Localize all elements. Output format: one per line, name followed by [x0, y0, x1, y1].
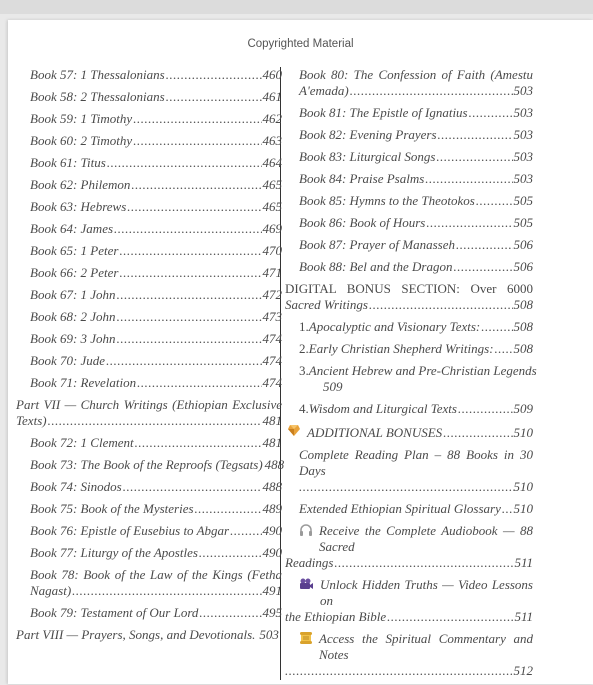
- toc-entry-title: Book 76: Epistle of Eusebius to Abgar: [30, 523, 230, 538]
- toc-leader-dots: [119, 243, 261, 259]
- toc-entry[interactable]: [299, 105, 533, 121]
- toc-entry[interactable]: [30, 479, 282, 495]
- toc-entry-title: Part VIII — Prayers, Songs, and Devotionals.: [16, 627, 256, 642]
- toc-glossary[interactable]: [285, 501, 533, 517]
- toc-leader-dots: [458, 401, 513, 417]
- toc-entry-title: Book 60: 2 Timothy: [30, 133, 133, 148]
- toc-page-number: 509: [513, 401, 533, 416]
- toc-digital-bonus-line1: DIGITAL BONUS SECTION: Over 6000: [285, 281, 533, 296]
- toc-page-number: 511: [514, 555, 533, 570]
- toc-entry[interactable]: [30, 133, 282, 149]
- toc-page-number: 462: [262, 111, 282, 126]
- toc-page-number: 503: [513, 149, 533, 164]
- toc-entry-title: Book 73: The Book of the Reproofs (Tegsats): [30, 457, 263, 472]
- toc-entry[interactable]: [30, 523, 282, 539]
- toc-entry-title: Book 69: 3 John: [30, 331, 116, 346]
- toc-audiobook-line1: Receive the Complete Audiobook — 88 Sacred: [319, 523, 533, 554]
- toc-page-number: 488: [264, 457, 285, 472]
- toc-page-number: 506: [513, 259, 533, 274]
- toc-item-3-line1: Ancient Hebrew and Pre-Christian Legends: [308, 363, 537, 378]
- toc-leader-dots: [107, 155, 262, 171]
- toc-page-number: 503: [513, 105, 533, 120]
- toc-leader-dots: [117, 331, 262, 347]
- toc-entry[interactable]: [30, 353, 282, 369]
- toc-entry-title: Book 68: 2 John: [30, 309, 116, 324]
- toc-digital-bonus-line2: Sacred Writings: [285, 297, 368, 312]
- toc-page-number: 461: [262, 89, 282, 104]
- toc-entry[interactable]: [299, 341, 533, 357]
- toc-entry-title: Book 70: Jude: [30, 353, 106, 368]
- toc-item-number: 4.: [299, 401, 309, 416]
- toc-page-number: 470: [262, 243, 282, 258]
- toc-page-number: 512: [513, 663, 533, 678]
- toc-entry-title: Book 81: The Epistle of Ignatius: [299, 105, 468, 120]
- toc-leader-dots: [127, 199, 261, 215]
- toc-entry[interactable]: [30, 199, 282, 215]
- toc-page-number: 495: [262, 605, 282, 620]
- toc-entry-title: Book 62: Philemon: [30, 177, 131, 192]
- toc-leader-dots: [476, 193, 513, 209]
- toc-entry[interactable]: [30, 111, 282, 127]
- toc-leader-dots: [481, 319, 512, 335]
- toc-entry-title: Book 87: Prayer of Manasseh: [299, 237, 455, 252]
- toc-video-line1: Unlock Hidden Truths — Video Lessons on: [320, 577, 533, 608]
- toc-entry-title: Book 67: 1 John: [30, 287, 116, 302]
- toc-part-viii[interactable]: [16, 627, 282, 643]
- toc-leader-dots: [133, 111, 261, 127]
- toc-entry-title: Book 85: Hymns to the Theotokos: [299, 193, 475, 208]
- toc-page-number: 505: [513, 193, 533, 208]
- toc-page-number: 490: [262, 523, 282, 538]
- toc-page-number: 506: [513, 237, 533, 252]
- toc-leader-dots: [438, 127, 513, 143]
- toc-entry-title: Wisdom and Liturgical Texts: [308, 401, 457, 416]
- toc-page-number: 481: [262, 435, 282, 450]
- toc-page-number: 509: [323, 379, 343, 394]
- toc-leader-dots: [199, 545, 262, 561]
- toc-entry-title: Book 65: 1 Peter: [30, 243, 119, 258]
- toc-entry[interactable]: [299, 127, 533, 143]
- toc-leader-dots: [106, 353, 261, 369]
- copyright-notice: Copyrighted Material: [247, 38, 354, 50]
- toc-book-79[interactable]: [30, 605, 282, 621]
- toc-leader-dots: [199, 605, 261, 621]
- toc-page-number: 465: [262, 177, 282, 192]
- toc-leader-dots: [117, 309, 262, 325]
- toc-leader-dots: [502, 501, 513, 517]
- toc-part-vii[interactable]: [16, 397, 282, 429]
- toc-entry-title: Book 75: Book of the Mysteries: [30, 501, 194, 516]
- toc-entry[interactable]: [30, 265, 282, 281]
- toc-page-number: 472: [262, 287, 282, 302]
- toc-entry-title: Book 79: Testament of Our Lord: [30, 605, 199, 620]
- toc-page-number: 471: [262, 265, 282, 280]
- toc-leader-dots: [131, 177, 261, 193]
- toc-page-number: 474: [262, 331, 282, 346]
- toc-left-column: [16, 67, 285, 649]
- toc-leader-dots: [436, 149, 512, 165]
- toc-page-number: 464: [262, 155, 282, 170]
- toc-book-78-line1: Book 78: Book of the Law of the Kings (Fetha: [30, 567, 282, 582]
- toc-leader-dots: [195, 501, 262, 517]
- toc-leader-dots: [230, 523, 261, 539]
- toc-page-number: 510: [513, 425, 533, 440]
- toc-leader-dots: [334, 555, 513, 571]
- book-page: [8, 20, 593, 684]
- toc-book-78[interactable]: [30, 567, 282, 599]
- toc-page-number: 505: [513, 215, 533, 230]
- toc-video-lessons[interactable]: [285, 577, 533, 625]
- toc-entry-title: Book 61: Titus: [30, 155, 106, 170]
- toc-entry-title: Book 58: 2 Thessalonians: [30, 89, 165, 104]
- toc-right-column: [285, 67, 537, 685]
- toc-item-number: 2.: [299, 341, 309, 356]
- toc-item-number: 1.: [299, 319, 309, 334]
- toc-page-number: 510: [513, 501, 533, 516]
- toc-entry-title: Book 66: 2 Peter: [30, 265, 119, 280]
- viewer-top-strip: [0, 0, 593, 14]
- toc-page-number: 508: [513, 319, 533, 334]
- toc-page-number: 503: [513, 83, 533, 98]
- toc-leader-dots: [135, 435, 262, 451]
- toc-part-vii-line1: Part VII — Church Writings (Ethiopian Exclusive: [16, 397, 282, 412]
- scroll-icon: [299, 631, 313, 663]
- toc-leader-dots: [426, 215, 512, 231]
- toc-entry-title: Book 77: Liturgy of the Apostles: [30, 545, 198, 560]
- toc-page-number: 469: [262, 221, 282, 236]
- toc-page-number: 460: [262, 67, 282, 82]
- toc-leader-dots: [456, 237, 513, 253]
- toc-leader-dots: [123, 479, 262, 495]
- toc-reading-plan[interactable]: [285, 447, 533, 495]
- toc-part-vii-line2: Texts): [16, 413, 47, 428]
- toc-book-80-line2: A'emada): [299, 83, 349, 98]
- toc-commentary[interactable]: [285, 631, 533, 679]
- toc-audiobook-line2: Readings: [285, 555, 334, 570]
- toc-page-number: 481: [262, 413, 282, 428]
- toc-book-78-line2: Nagast): [30, 583, 72, 598]
- toc-book-80-line1: Book 80: The Confession of Faith (Amestu: [299, 67, 533, 82]
- toc-digital-bonus[interactable]: [285, 281, 533, 313]
- toc-leader-dots: [166, 89, 262, 105]
- toc-video-line2: the Ethiopian Bible: [285, 609, 387, 624]
- toc-entry-title: Extended Ethiopian Spiritual Glossary: [299, 501, 501, 516]
- toc-leader-dots: [299, 479, 514, 495]
- toc-page-number: 489: [262, 501, 282, 516]
- toc-leader-dots: [48, 413, 262, 429]
- toc-item-number: 3.: [299, 363, 309, 378]
- toc-bonus-item-4[interactable]: [285, 401, 533, 417]
- toc-page-number: 511: [514, 609, 533, 624]
- toc-entry-title: Apocalyptic and Visionary Texts:: [308, 319, 481, 334]
- toc-entry-title: Book 64: James: [30, 221, 114, 236]
- toc-leader-dots: [72, 583, 261, 599]
- toc-entry[interactable]: [30, 545, 282, 561]
- toc-book-80[interactable]: [285, 67, 533, 99]
- toc-entry-title: Book 59: 1 Timothy: [30, 111, 133, 126]
- toc-page-number: 465: [262, 199, 282, 214]
- toc-entry[interactable]: [299, 149, 533, 165]
- toc-entry[interactable]: [30, 67, 282, 83]
- toc-page-number: 503: [513, 171, 533, 186]
- toc-leader-dots: [369, 297, 513, 313]
- toc-entry-title: Book 71: Revelation: [30, 375, 137, 390]
- toc-leader-dots: [133, 133, 261, 149]
- toc-entry-title: Book 72: 1 Clement: [30, 435, 134, 450]
- toc-audiobook[interactable]: [285, 523, 533, 571]
- toc-entry[interactable]: [30, 435, 282, 451]
- gem-icon: [287, 423, 301, 441]
- toc-entry[interactable]: [30, 375, 282, 391]
- toc-page-number: 503: [513, 127, 533, 142]
- toc-page-number: 474: [262, 353, 282, 368]
- toc-page-number: 491: [262, 583, 282, 598]
- toc-leader-dots: [469, 105, 513, 121]
- toc-entry-title: Book 84: Praise Psalms: [299, 171, 425, 186]
- toc-page-number: 508: [513, 341, 533, 356]
- toc-page-number: 490: [262, 545, 282, 560]
- toc-entry[interactable]: [30, 501, 282, 517]
- toc-entry-title: Early Christian Shepherd Writings:: [308, 341, 494, 356]
- toc-entry-title: Book 74: Sinodos: [30, 479, 122, 494]
- toc-leader-dots: [387, 609, 513, 625]
- toc-entry-title: Book 86: Book of Hours: [299, 215, 426, 230]
- toc-page-number: 508: [513, 297, 533, 312]
- toc-bonus-item-3[interactable]: [285, 363, 537, 395]
- toc-page-number: 510: [513, 479, 533, 494]
- toc-leader-dots: [119, 265, 261, 281]
- headphones-icon: [299, 523, 313, 555]
- toc-entry[interactable]: [30, 331, 282, 347]
- toc-entry[interactable]: [30, 243, 282, 259]
- toc-additional-bonuses[interactable]: [285, 423, 533, 441]
- toc-entry[interactable]: [30, 457, 285, 473]
- toc-page-number: 463: [262, 133, 282, 148]
- toc-entry[interactable]: [299, 237, 533, 253]
- toc-entry[interactable]: [299, 171, 533, 187]
- toc-entry[interactable]: [299, 193, 533, 209]
- toc-entry-title: Book 82: Evening Prayers: [299, 127, 437, 142]
- toc-page-number: 474: [262, 375, 282, 390]
- toc-entry-title: Book 63: Hebrews: [30, 199, 127, 214]
- toc-leader-dots: [166, 67, 262, 83]
- toc-entry[interactable]: [30, 287, 282, 303]
- toc-entry-title: Book 57: 1 Thessalonians: [30, 67, 165, 82]
- toc-leader-dots: [350, 83, 513, 99]
- toc-leader-dots: [495, 341, 513, 357]
- toc-leader-dots: [137, 375, 261, 391]
- toc-entry-title: Book 83: Liturgical Songs: [299, 149, 436, 164]
- toc-commentary-line1: Access the Spiritual Commentary and Notes: [319, 631, 533, 662]
- toc-entry[interactable]: [30, 177, 282, 193]
- toc-entry[interactable]: [30, 155, 282, 171]
- toc-reading-plan-line1: Complete Reading Plan – 88 Books in 30 Days: [299, 447, 533, 478]
- toc-entry-title: Book 88: Bel and the Dragon: [299, 259, 453, 274]
- toc-page-number: 473: [262, 309, 282, 324]
- toc-entry[interactable]: [299, 215, 533, 231]
- toc-leader-dots: [425, 171, 512, 187]
- toc-leader-dots: [443, 425, 512, 441]
- toc-page-number: 488: [262, 479, 282, 494]
- toc-entry[interactable]: [30, 309, 282, 325]
- toc-entry-title: ADDITIONAL BONUSES: [307, 425, 443, 440]
- toc-leader-dots: [117, 287, 262, 303]
- toc-page-number: 503: [259, 627, 279, 642]
- toc-entry[interactable]: [30, 221, 282, 237]
- toc-leader-dots: [285, 663, 514, 679]
- toc-leader-dots: [453, 259, 512, 275]
- video-camera-icon: [299, 577, 314, 609]
- toc-entry[interactable]: [299, 259, 533, 275]
- toc-entry[interactable]: [299, 319, 533, 335]
- toc-leader-dots: [114, 221, 261, 237]
- toc-entry[interactable]: [30, 89, 282, 105]
